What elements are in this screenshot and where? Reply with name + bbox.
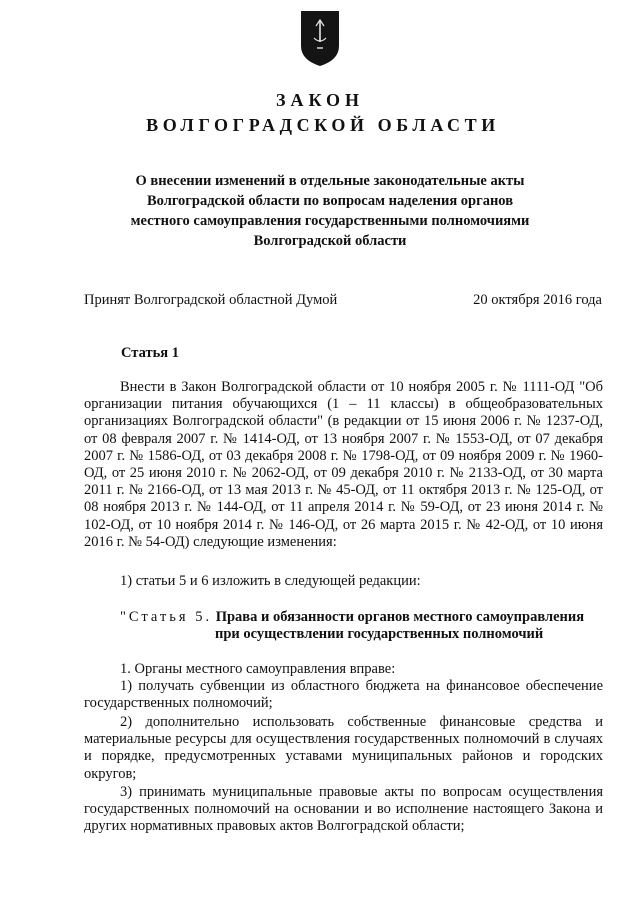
subject-line: О внесении изменений в отдельные законодательные акты	[135, 173, 525, 189]
adopted-by: Принят Волгоградской областной Думой	[84, 292, 338, 308]
article5-heading	[120, 608, 584, 626]
coat-of-arms-icon	[298, 8, 342, 68]
article-heading: Статья 1	[121, 345, 179, 361]
item-paragraph	[84, 573, 603, 590]
region-heading: ВОЛГОГРАДСКОЙ ОБЛАСТИ	[146, 115, 500, 135]
subclause-paragraph	[84, 678, 603, 712]
subclause-paragraph	[84, 714, 603, 783]
law-heading: ЗАКОН	[275, 90, 365, 110]
subclause-text: 2) дополнительно использовать собственные финансовые средства и материальные ресурсы для осуществления государственных полномочий в случаях и порядке, предусмотренных уставами муниципальных районов и городских округов;	[84, 714, 603, 782]
article-intro-text: Внести в Закон Волгоградской области от 10 ноября 2005 г. № 1111-ОД "Об организации питания обучающихся (1 – 11 классы) в общеобразовательных организациях Волгоградской области" (в редакции от 15 июня 2006 г. № 1237-ОД, от 08 февраля 2007 г. № 1414-ОД, от 13 ноября 2007 г. № 1553-ОД, от 07 декабря 2007 г. № 1586-ОД, от 03 декабря 2008 г. № 1798-ОД, от 09 ноября 2009 г. № 1960-ОД, от 25 июня 2010 г. № 2062-ОД, от 09 декабря 2010 г. № 2133-ОД, от 30 марта 2011 г. № 2166-ОД, от 13 мая 2013 г. № 45-ОД, от 11 октября 2013 г. № 125-ОД, от 08 ноября 2013 г. № 144-ОД, от 11 апреля 2014 г. № 59-ОД, от 23 июня 2014 г. № 102-ОД, от 10 ноября 2014 г. № 146-ОД, от 26 марта 2015 г. № 42-ОД, от 10 июня 2016 г. № 54-ОД) следующие изменения:	[84, 379, 603, 550]
subject-line: местного самоуправления государственными полномочиями	[130, 213, 530, 229]
clause-paragraph	[84, 661, 603, 678]
subject-line: Волгоградской области	[253, 233, 407, 249]
article5-title-continued: при осуществлении государственных полномочий	[215, 626, 544, 642]
clause-text: 1. Органы местного самоуправления вправе:	[120, 661, 396, 677]
article-intro-paragraph	[84, 379, 603, 551]
subclause-paragraph	[84, 784, 603, 836]
article5-title: Права и обязанности органов местного самоуправления	[215, 609, 585, 625]
law-subject	[100, 171, 560, 251]
subject-line: Волгоградской области по вопросам наделения органов	[146, 193, 514, 209]
subclause-text: 3) принимать муниципальные правовые акты по вопросам осуществления государственных полномочий на основании и во исполнение настоящего Закона и других нормативных правовых актов Волгоградской области;	[84, 784, 603, 835]
article5-label: "Статья 5.	[120, 609, 213, 625]
adoption-date: 20 октября 2016 года	[473, 292, 602, 308]
subclause-text: 1) получать субвенции из областного бюджета на финансовое обеспечение государственных полномочий;	[84, 678, 603, 712]
item-text: 1) статьи 5 и 6 изложить в следующей редакции:	[120, 573, 421, 589]
